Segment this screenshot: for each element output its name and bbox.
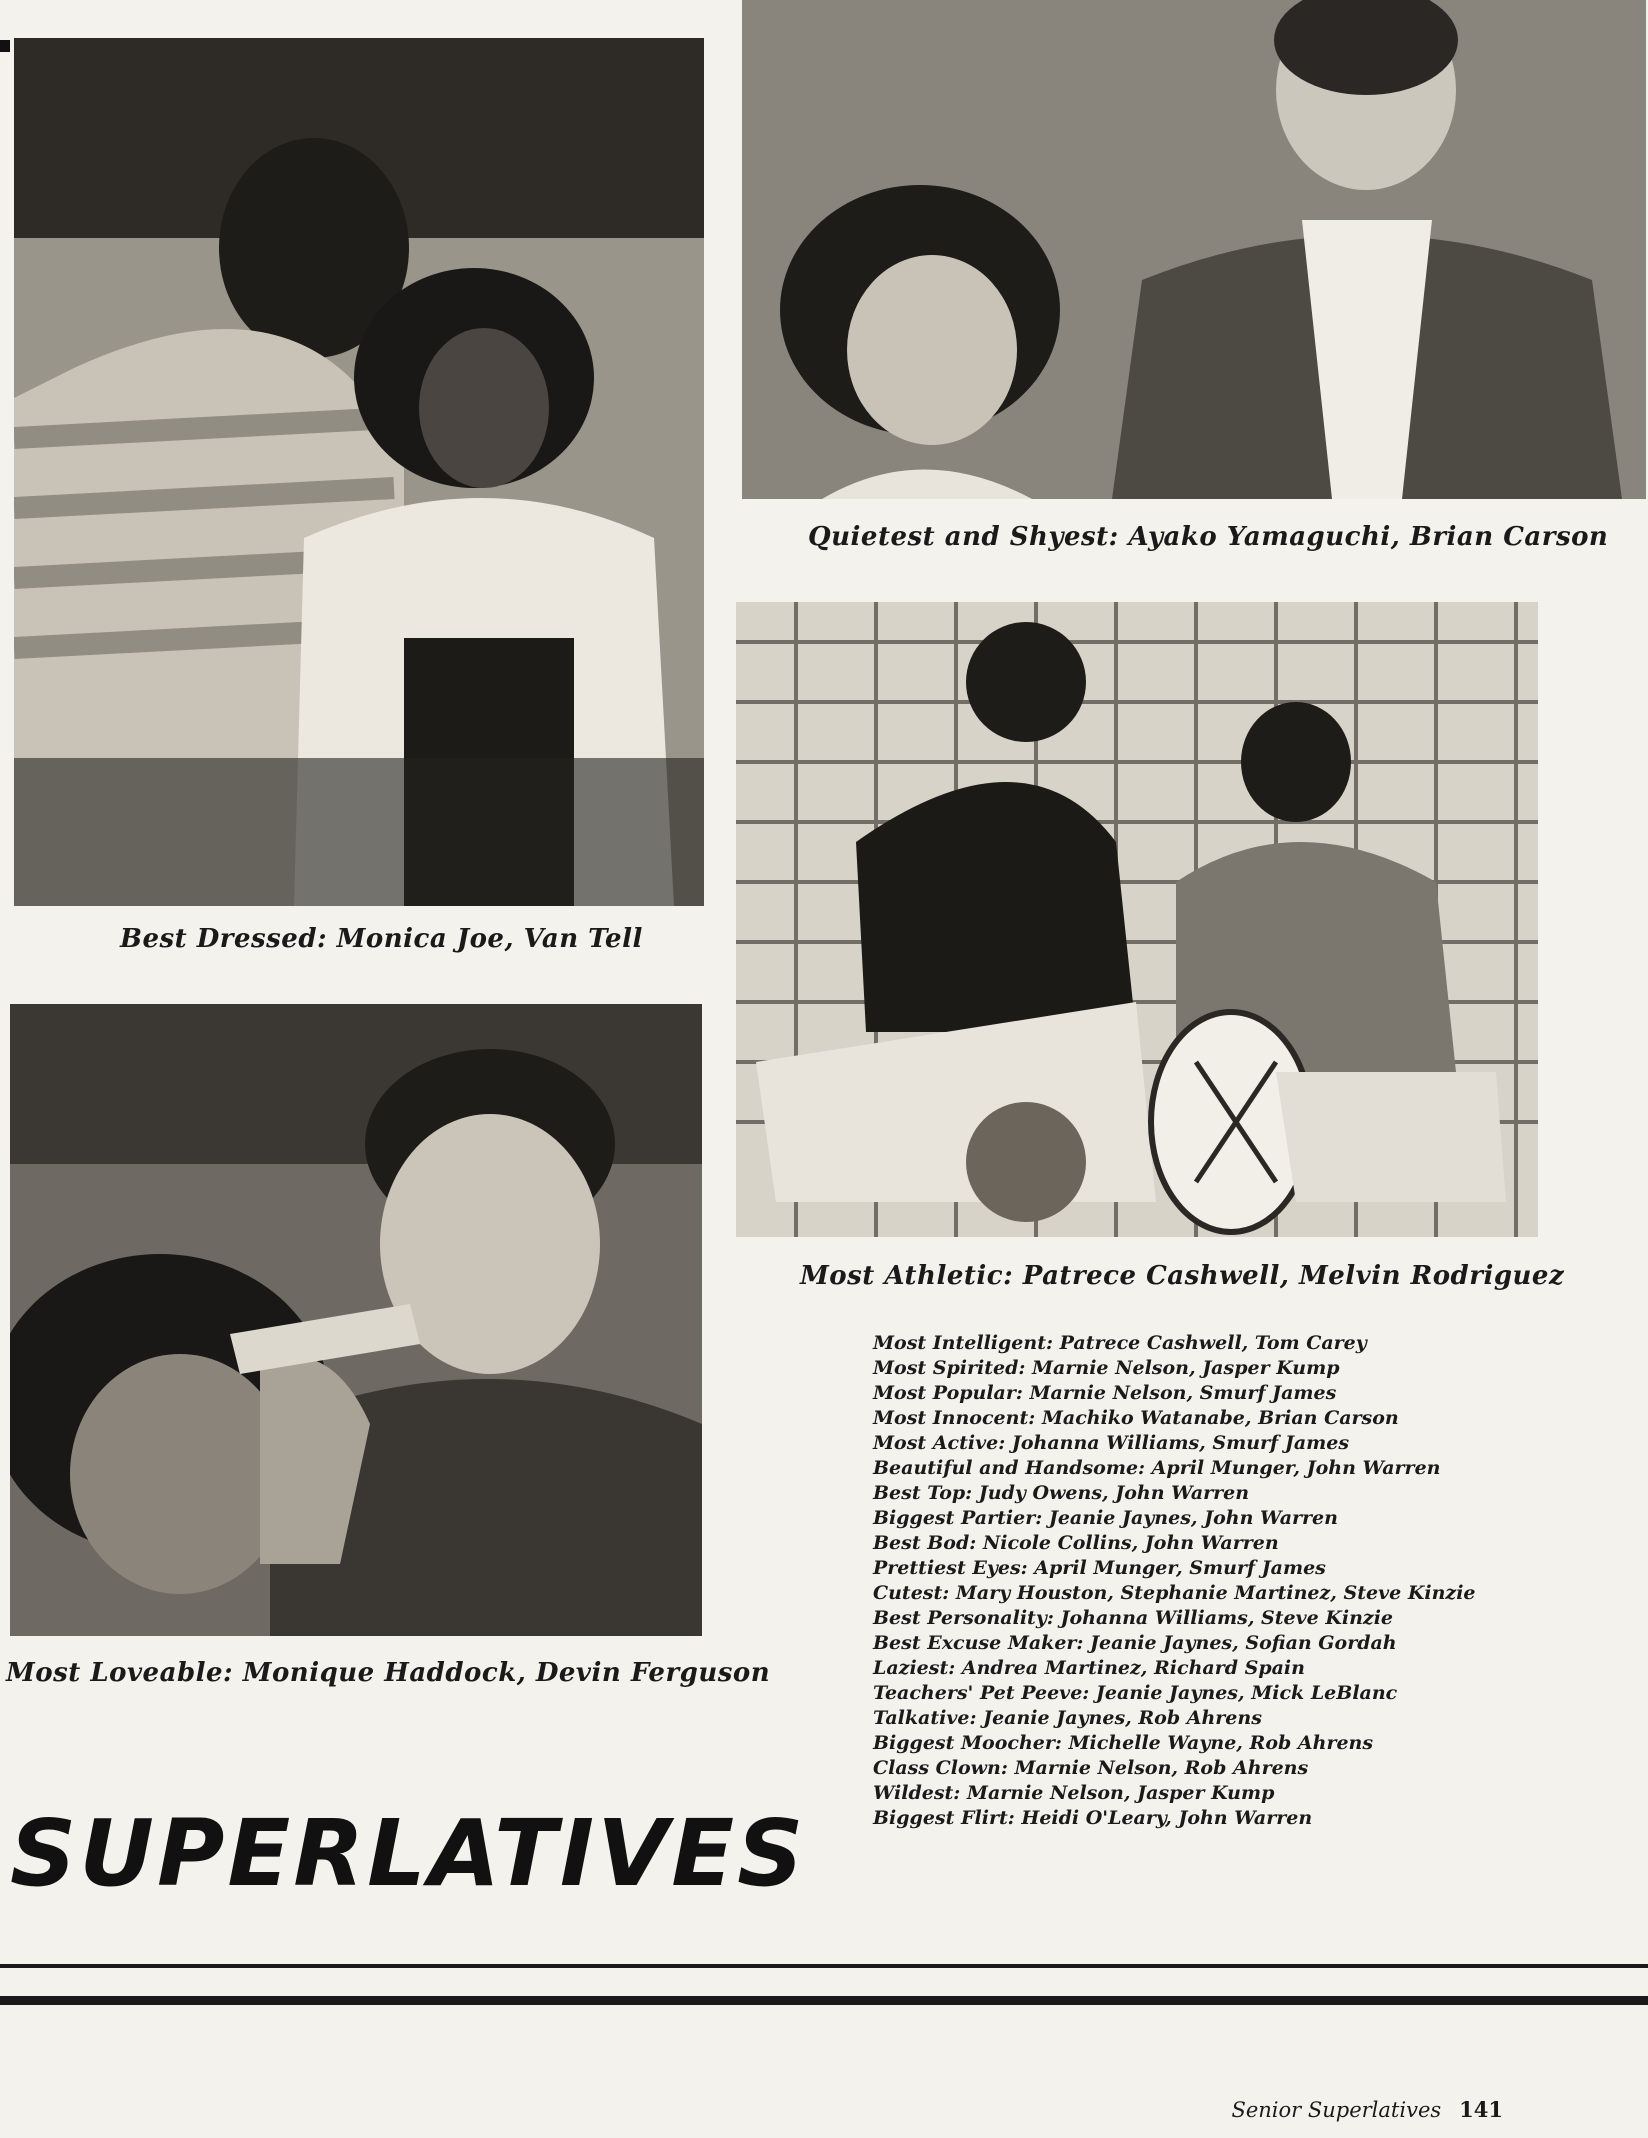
quietest-photo xyxy=(742,0,1646,499)
footer-section: Senior Superlatives xyxy=(1231,2098,1442,2122)
list-item: Most Intelligent: Patrece Cashwell, Tom Carey xyxy=(873,1332,1367,1354)
most-loveable-caption: Most Loveable: Monique Haddock, Devin Ferguson xyxy=(6,1658,771,1688)
list-item: Biggest Moocher: Michelle Wayne, Rob Ahrens xyxy=(873,1732,1374,1754)
best-dressed-caption: Best Dressed: Monica Joe, Van Tell xyxy=(120,924,643,954)
list-item: Most Spirited: Marnie Nelson, Jasper Kump xyxy=(873,1357,1340,1379)
list-item: Talkative: Jeanie Jaynes, Rob Ahrens xyxy=(873,1707,1262,1729)
divider-rule-bottom xyxy=(0,1996,1648,2005)
list-item: Laziest: Andrea Martinez, Richard Spain xyxy=(873,1657,1305,1679)
page-heading: SUPERLATIVES xyxy=(10,1800,807,1907)
list-item: Wildest: Marnie Nelson, Jasper Kump xyxy=(873,1782,1275,1804)
quietest-caption: Quietest and Shyest: Ayako Yamaguchi, Brian Carson xyxy=(808,522,1609,552)
divider-rule-top xyxy=(0,1964,1648,1968)
list-item: Most Active: Johanna Williams, Smurf James xyxy=(873,1432,1350,1454)
most-loveable-photo xyxy=(10,1004,702,1636)
list-item: Class Clown: Marnie Nelson, Rob Ahrens xyxy=(873,1757,1309,1779)
superlatives-list xyxy=(873,1331,1573,1831)
most-athletic-caption: Most Athletic: Patrece Cashwell, Melvin Rodriguez xyxy=(800,1261,1565,1291)
list-item: Most Popular: Marnie Nelson, Smurf James xyxy=(873,1382,1337,1404)
list-item: Beautiful and Handsome: April Munger, John Warren xyxy=(873,1457,1441,1479)
list-item: Most Innocent: Machiko Watanabe, Brian Carson xyxy=(873,1407,1399,1429)
page-number: 141 xyxy=(1459,2097,1503,2122)
list-item: Prettiest Eyes: April Munger, Smurf James xyxy=(873,1557,1326,1579)
list-item: Best Bod: Nicole Collins, John Warren xyxy=(873,1532,1279,1554)
list-item: Biggest Flirt: Heidi O'Leary, John Warren xyxy=(873,1807,1313,1829)
page-footer xyxy=(1231,2097,1503,2122)
list-item: Teachers' Pet Peeve: Jeanie Jaynes, Mick LeBlanc xyxy=(873,1682,1398,1704)
list-item: Best Top: Judy Owens, John Warren xyxy=(873,1482,1250,1504)
list-item: Best Excuse Maker: Jeanie Jaynes, Sofian Gordah xyxy=(873,1632,1397,1654)
best-dressed-photo xyxy=(14,38,704,906)
edge-mark xyxy=(0,40,10,52)
list-item: Best Personality: Johanna Williams, Steve Kinzie xyxy=(873,1607,1394,1629)
list-item: Biggest Partier: Jeanie Jaynes, John Warren xyxy=(873,1507,1338,1529)
most-athletic-photo xyxy=(736,602,1538,1237)
list-item: Cutest: Mary Houston, Stephanie Martinez, Steve Kinzie xyxy=(873,1582,1476,1604)
